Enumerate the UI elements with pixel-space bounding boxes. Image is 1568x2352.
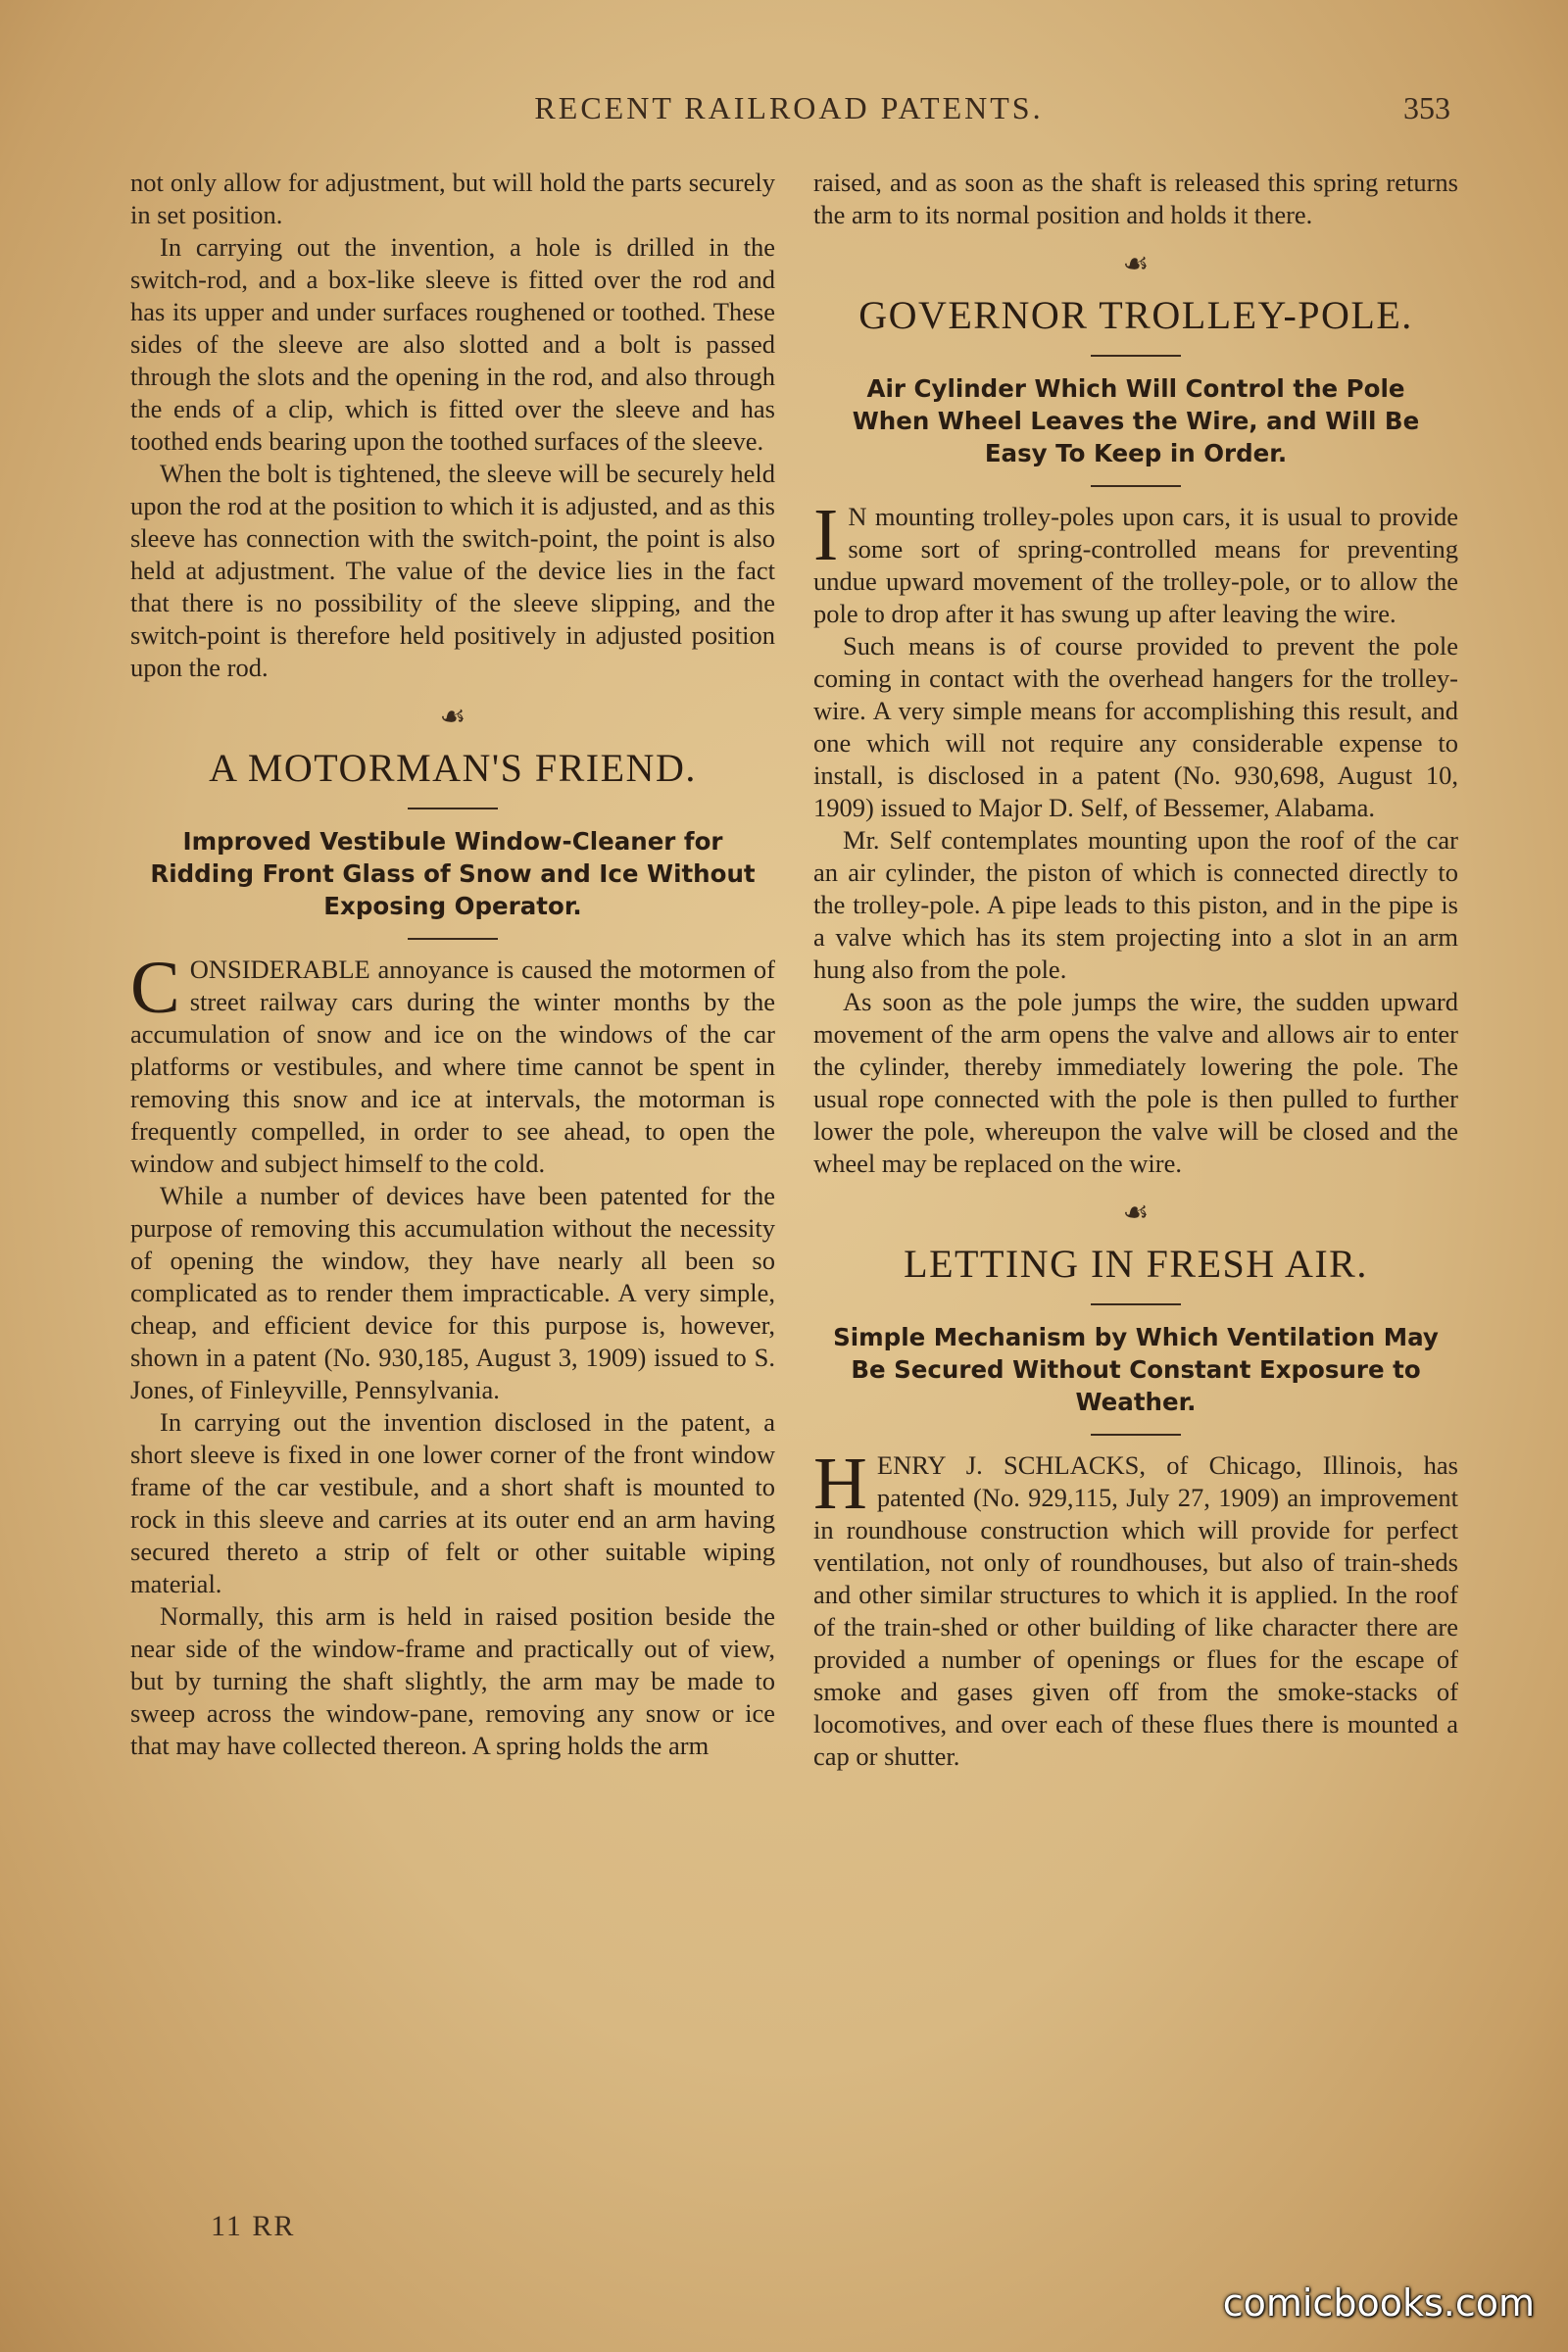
ornament-icon: ☙ — [439, 701, 466, 733]
paragraph: I N mounting trolley-poles upon cars, it is usual to provide some sort of spring-controlled means for preventing undue upward movement of the trolley-pole, or to allow the pole to drop after it has swung up after leaving the wire. — [813, 494, 1458, 628]
running-title: RECENT RAILROAD PATENTS. — [534, 90, 1044, 125]
paragraph: As soon as the pole jumps the wire, the sudden upward movement of the arm opens the valve and allows air to enter the cylinder, thereby immediately lowering the pole. The usual rope connected with the pole is then pulled to further lower the pole, whereupon the valve will be closed and the wheel may be replaced on the wire. — [813, 987, 1458, 1178]
page-number: 353 — [1403, 90, 1450, 125]
subtitle-rule — [1091, 485, 1181, 487]
paragraph: CONSIDERABLE annoyance is caused the motormen of street railway cars during the winter months by the accumulation of snow and ice on the windows of the car platforms or vestibules, and where time cannot be spent in removing this snow and ice at intervals, the motorman is frequently compelled, in order to see ahead, to open the window and subject himself to the cold. — [130, 947, 775, 1178]
subtitle-rule — [408, 938, 498, 940]
drop-cap: C — [130, 947, 180, 1029]
ornament-icon: ☙ — [1122, 248, 1150, 280]
paragraph: Normally, this arm is held in raised position beside the near side of the window-frame and practically out of view, but by turning the shaft slightly, the arm may be made to sweep across the window-pane, removing any snow or ice that may have collected thereon. A spring holds the arm — [130, 1601, 775, 1760]
paragraph: HENRY J. SCHLACKS, of Chicago, Illinois, has patented (No. 929,115, July 27, 1909) an improvement in roundhouse construction which will provide for perfect ventilation, not only of roundhouses, but also of train-sheds and other similar structures to which it is applied. In the roof of the train-shed or other building of like character there are provided a number of openings or flues for the escape of smoke and gases given off from the smoke-stacks of locomotives, and over each of these flues there is mounted a cap or shutter. — [813, 1443, 1458, 1771]
right-column — [813, 167, 1458, 1773]
paragraph: While a number of devices have been patented for the purpose of removing this accumulation without the necessity of opening the window, they have nearly all been so complicated as to render them impracticable. A very simple, cheap, and efficient device for this purpose is, however, shown in a patent (No. 930,185, August 3, 1909) issued to S. Jones, of Finleyville, Pennsylvania. — [130, 1181, 775, 1404]
page-header — [127, 90, 1450, 139]
article-subtitle: Simple Mechanism by Which Ventilation May Be Secured Without Constant Exposure to Weather. — [833, 1323, 1439, 1416]
paragraph: Such means is of course provided to prevent the pole coming in contact with the overhead hangers for the trolley-wire. A very simple means for accomplishing this result, and one which will not require any considerable expense to install, is disclosed in a patent (No. 930,698, August 10, 1909) issued to Major D. Self, of Bessemer, Alabama. — [813, 631, 1458, 822]
drop-cap: H — [813, 1443, 867, 1525]
title-rule — [1091, 1303, 1181, 1305]
article-title: A MOTORMAN'S FRIEND. — [209, 746, 697, 790]
title-rule — [1091, 355, 1181, 357]
signature-mark: 11 RR — [211, 2210, 296, 2242]
left-column — [130, 167, 775, 1762]
article-title: LETTING IN FRESH AIR. — [904, 1242, 1368, 1286]
title-rule — [408, 808, 498, 809]
article-title: GOVERNOR TROLLEY-POLE. — [858, 293, 1413, 337]
article-subtitle: Air Cylinder Which Will Control the Pole When Wheel Leaves the Wire, and Will Be Easy To Keep in Order. — [852, 374, 1420, 467]
paragraph: In carrying out the invention, a hole is drilled in the switch-rod, and a box-like sleeve is fitted over the rod and has its upper and under surfaces roughened or toothed. These sides of the sleeve are also slotted and a bolt is passed through the slots and the opening in the rod, and also through the ends of a clip, which is fitted over the sleeve and has toothed ends bearing upon the toothed surfaces of the sleeve. — [130, 232, 775, 456]
paragraph: In carrying out the invention disclosed in the patent, a short sleeve is fixed in one lower corner of the front window frame of the car vestibule, and a short shaft is mounted to rock in this sleeve and carries at its outer end an arm having secured thereto a strip of felt or other suitable wiping material. — [130, 1407, 775, 1598]
paragraph: Mr. Self contemplates mounting upon the roof of the car an air cylinder, the piston of which is connected directly to the trolley-pole. A pipe leads to this piston, and in the pipe is a valve which has its stem projecting into a slot in an arm hung also from the pole. — [813, 825, 1458, 984]
paragraph: raised, and as soon as the shaft is released this spring returns the arm to its normal position and holds it there. — [813, 168, 1458, 229]
drop-cap: I — [813, 494, 839, 576]
site-watermark: comicbooks.com — [1222, 2281, 1535, 2325]
paragraph: When the bolt is tightened, the sleeve will be securely held upon the rod at the position to which it is adjusted, and as this sleeve has connection with the switch-point, the point is also held at adjustment. The value of the device lies in the fact that there is no possibility of the sleeve slipping, and the switch-point is therefore held positively in adjusted position upon the rod. — [130, 459, 775, 682]
article-subtitle: Improved Vestibule Window-Cleaner for Ridding Front Glass of Snow and Ice Without Exposing Operator. — [150, 827, 756, 920]
ornament-icon: ☙ — [1122, 1197, 1150, 1229]
paragraph: not only allow for adjustment, but will hold the parts securely in set position. — [130, 168, 775, 229]
subtitle-rule — [1091, 1434, 1181, 1436]
